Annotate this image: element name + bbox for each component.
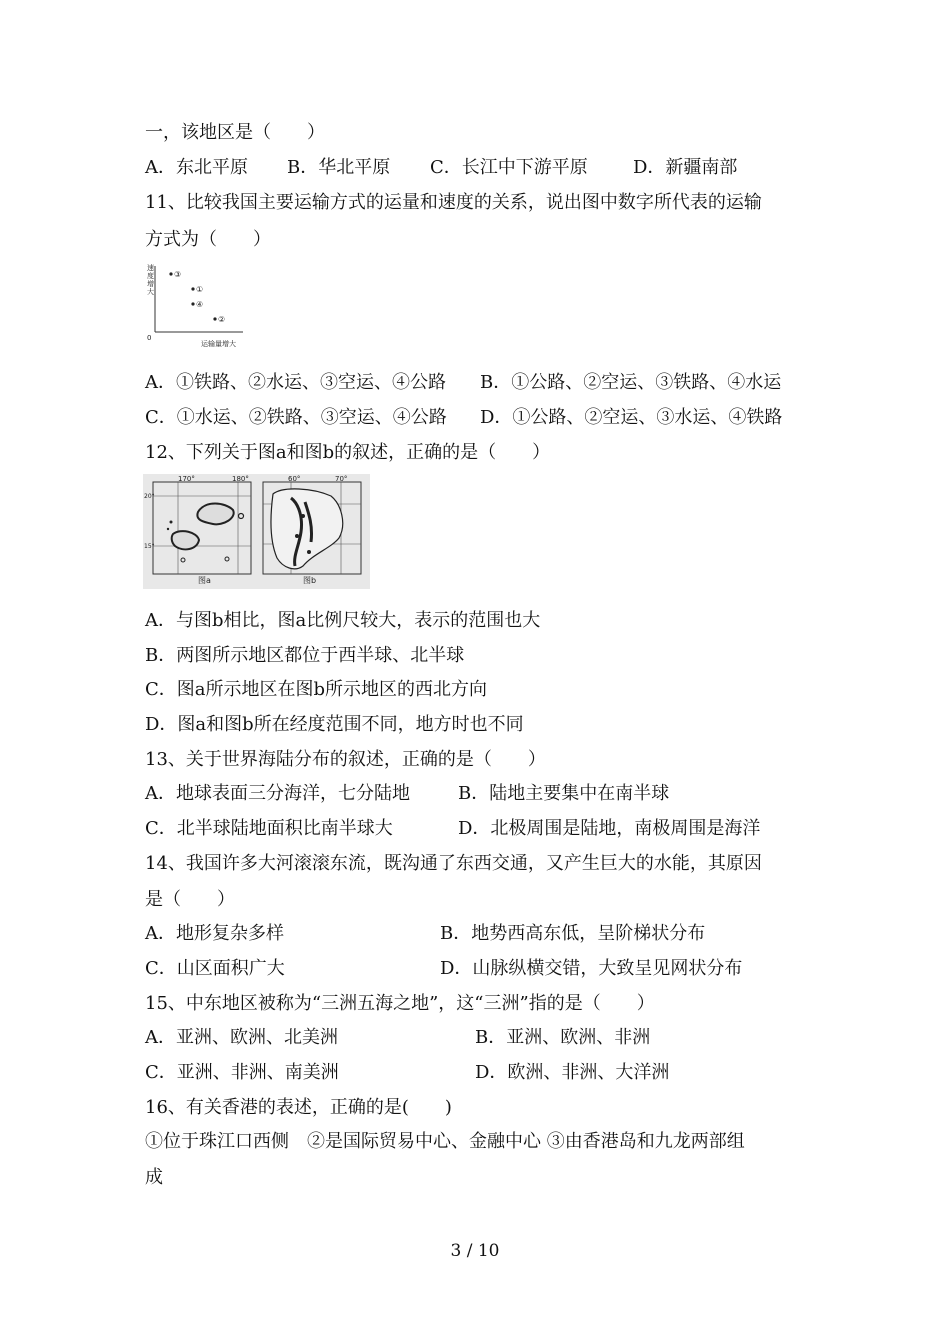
q12-option-c: C．图a所示地区在图b所示地区的西北方向 — [145, 679, 488, 700]
q10-option-d: D．新疆南部 — [633, 157, 738, 178]
page-number: 3 / 10 — [450, 1241, 500, 1261]
q14-option-a: A．地形复杂多样 — [145, 923, 284, 944]
q10-option-c: C．长江中下游平原 — [430, 157, 588, 178]
q14-option-d: D．山脉纵横交错，大致呈见网状分布 — [440, 958, 743, 979]
q15-option-b: B．亚洲、欧洲、非洲 — [475, 1027, 651, 1048]
q14-stem-line2: 是（ ） — [145, 889, 235, 910]
q11-stem-line1: 11、比较我国主要运输方式的运量和速度的关系，说出图中数字所代表的运输 — [145, 192, 762, 213]
q15-option-c: C．亚洲、非洲、南美洲 — [145, 1062, 339, 1083]
q12-map-figure — [143, 474, 370, 589]
q12-map-b-lon-right: 70° — [335, 475, 348, 483]
q14-option-c: C．山区面积广大 — [145, 958, 285, 979]
q11-x-axis-label: 运输量增大 — [201, 340, 236, 348]
q11-figure-axes — [155, 266, 243, 332]
q15-stem: 15、中东地区被称为“三洲五海之地”，这“三洲”指的是（ ） — [145, 993, 655, 1014]
q11-point-dot — [169, 272, 172, 275]
q12-option-b: B．两图所示地区都位于西半球、北半球 — [145, 645, 465, 666]
q11-point-label: ③ — [174, 270, 182, 279]
q11-option-d: D．①公路、②空运、③水运、④铁路 — [480, 407, 783, 428]
q13-option-b: B．陆地主要集中在南半球 — [458, 783, 670, 804]
q16-statements-line2: 成 — [145, 1167, 163, 1188]
q12-caption-a: 图a — [198, 576, 211, 585]
q11-option-b: B．①公路、②空运、③铁路、④水运 — [480, 372, 782, 393]
q12-option-a: A．与图b相比，图a比例尺较大，表示的范围也大 — [145, 610, 541, 631]
q16-stem: 16、有关香港的表述，正确的是( ) — [145, 1097, 452, 1118]
q13-option-a: A．地球表面三分海洋，七分陆地 — [145, 783, 410, 804]
q11-origin-label: 0 — [147, 334, 152, 342]
q11-option-c: C．①水运、②铁路、③空运、④公路 — [145, 407, 447, 428]
q10-option-b: B．华北平原 — [287, 157, 391, 178]
q11-point-label: ② — [218, 315, 226, 324]
q12-map-a-lat-top: 20° — [144, 493, 155, 500]
q12-map-b-lon-left: 60° — [288, 475, 301, 483]
q14-option-b: B．地势西高东低，呈阶梯状分布 — [440, 923, 706, 944]
q12-option-d: D．图a和图b所在经度范围不同，地方时也不同 — [145, 714, 524, 735]
q13-option-c: C．北半球陆地面积比南半球大 — [145, 818, 393, 839]
q12-map-a-islet — [167, 528, 169, 530]
q12-map-a-island-large — [197, 504, 233, 525]
q11-y-axis-label: 速 度 增 大 — [147, 264, 154, 296]
q11-point-dot — [191, 287, 194, 290]
q12-map-a-lon-left: 170° — [178, 475, 195, 483]
q11-option-a: A．①铁路、②水运、③空运、④公路 — [145, 372, 446, 393]
q15-option-d: D．欧洲、非洲、大洋洲 — [475, 1062, 670, 1083]
q13-option-d: D．北极周围是陆地，南极周围是海洋 — [458, 818, 761, 839]
q10-stem-tail: 一，该地区是（ ） — [145, 122, 325, 143]
q12-map-a-lat-bottom: 15° — [144, 543, 155, 550]
q10-option-a: A．东北平原 — [145, 157, 248, 178]
q12-stem: 12、下列关于图a和图b的叙述，正确的是（ ） — [145, 442, 551, 463]
q11-data-points — [169, 270, 225, 324]
q11-stem-line2: 方式为（ ） — [145, 229, 271, 250]
q15-option-a: A．亚洲、欧洲、北美洲 — [145, 1027, 338, 1048]
q11-transport-scatter-figure — [143, 262, 253, 352]
q11-point-label: ④ — [196, 300, 204, 309]
q16-statements-line1: ①位于珠江口西侧 ②是国际贸易中心、金融中心 ③由香港岛和九龙两部组 — [145, 1131, 745, 1152]
q11-point-dot — [213, 317, 216, 320]
q11-point-dot — [191, 302, 194, 305]
q12-map-a-lon-right: 180° — [232, 475, 249, 483]
q12-caption-b: 图b — [303, 576, 317, 585]
q11-point-label: ① — [196, 285, 204, 294]
q13-stem: 13、关于世界海陆分布的叙述，正确的是（ ） — [145, 749, 546, 770]
q12-map-a-islet — [170, 521, 173, 524]
q14-stem-line1: 14、我国许多大河滚滚东流，既沟通了东西交通，又产生巨大的水能，其原因 — [145, 853, 762, 874]
q12-map-a-island-south — [172, 531, 199, 549]
